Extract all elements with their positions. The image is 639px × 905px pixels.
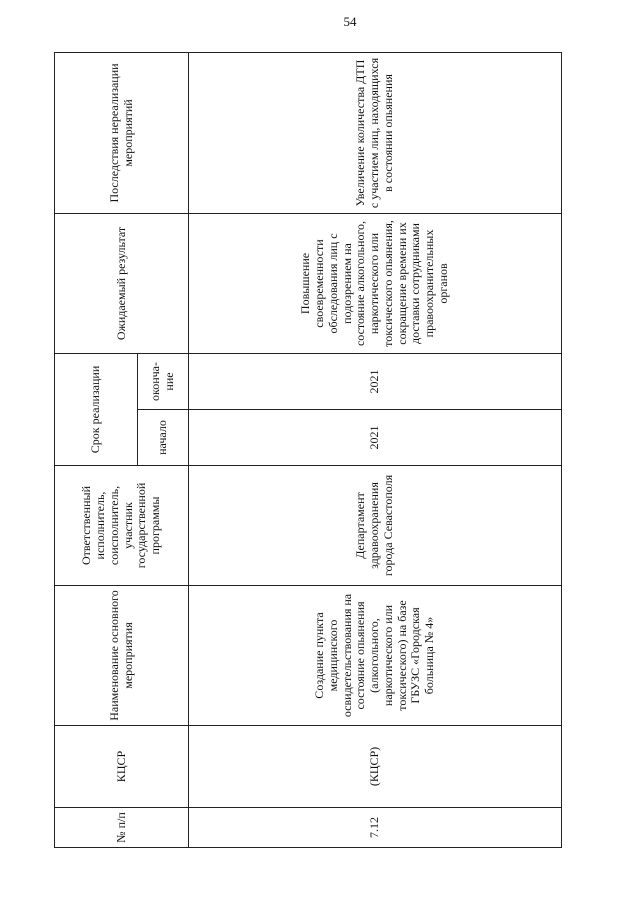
header-executor: Ответственный исполнитель, соисполнитель, участник государственной программы: [55, 466, 189, 586]
header-name: Наименование основного мероприятия: [55, 586, 189, 726]
measures-table: [54, 52, 562, 848]
row-result: Повышение своевременности обследования лиц с подозрением на состояние алкогольного, наркотического или токсического опьянения, сокращение времени их доставки сотрудниками правоохранительных органов: [189, 213, 562, 353]
page-number: 54: [343, 14, 357, 29]
row-executor: Департамент здравоохранения города Севастополя: [189, 466, 562, 586]
header-term-end: оконча-ние: [138, 353, 189, 409]
measures-table-rotated: [54, 53, 562, 848]
row-num: 7.12: [189, 808, 562, 848]
header-term-start: начало: [138, 410, 189, 466]
table-row: [189, 52, 562, 847]
row-term-end: 2021: [189, 353, 562, 409]
header-kcsr: КЦСР: [55, 726, 189, 808]
header-consequences: Последствия нереализации мероприятий: [55, 52, 189, 213]
row-consequences: Увеличение количества ДТП с участием лиц, находящихся в состоянии опьянения: [189, 52, 562, 213]
row-kcsr: (КЦСР): [189, 726, 562, 808]
row-term-start: 2021: [189, 410, 562, 466]
header-num: № п/п: [55, 808, 189, 848]
header-term: Срок реализации: [55, 353, 138, 465]
header-result: Ожидаемый результат: [55, 213, 189, 353]
row-name: Создание пункта медицинского освидетельствования на состояние опьянения (алкогольного, наркотического или токсического) на базе ГБУЗС «Городская больница № 4»: [189, 586, 562, 726]
